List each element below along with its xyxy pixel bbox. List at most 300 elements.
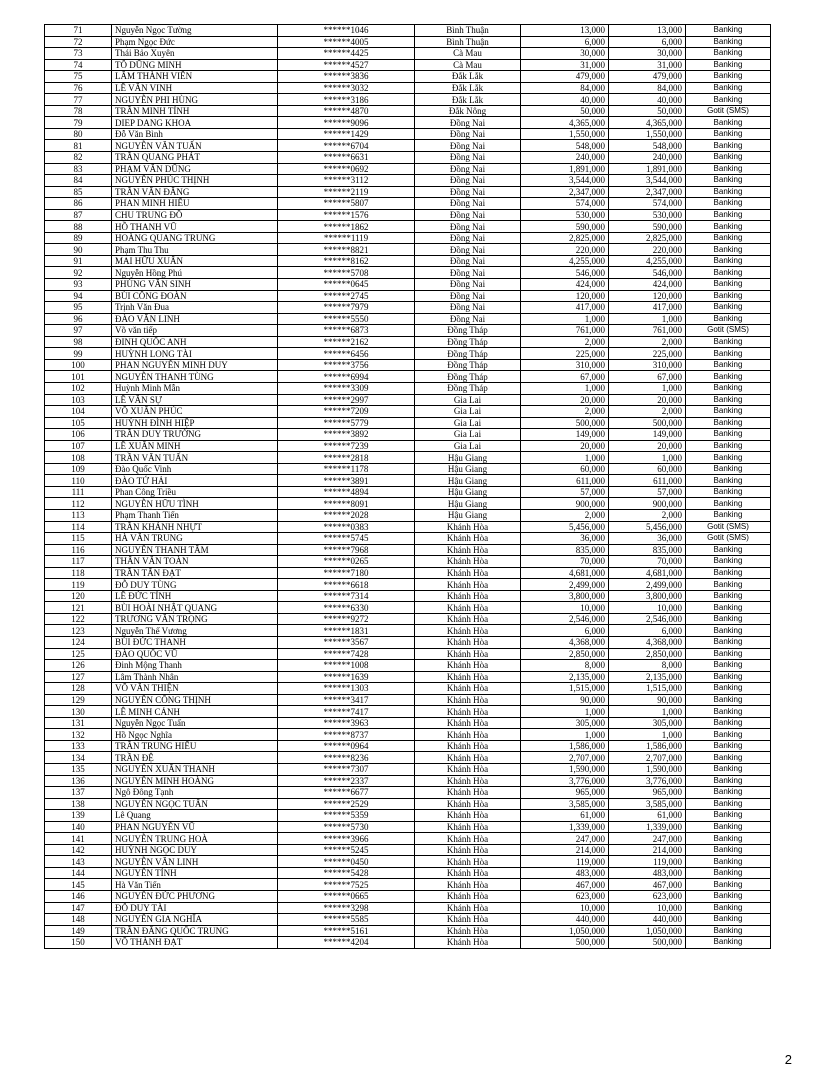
paid-amount-cell: 2,850,000 [609, 648, 686, 660]
payment-channel-cell: Banking [686, 359, 771, 371]
amount-cell: 1,339,000 [521, 821, 609, 833]
row-number-cell: 89 [45, 232, 112, 244]
masked-phone-cell: ******8737 [278, 729, 415, 741]
payment-channel-cell: Banking [686, 117, 771, 129]
masked-phone-cell: ******6873 [278, 325, 415, 337]
masked-phone-cell: ******1576 [278, 209, 415, 221]
row-number-cell: 98 [45, 336, 112, 348]
masked-phone-cell: ******3112 [278, 175, 415, 187]
payment-channel-cell: Gotit (SMS) [686, 521, 771, 533]
table-row [45, 891, 771, 903]
paid-amount-cell: 220,000 [609, 244, 686, 256]
paid-amount-cell: 2,000 [609, 336, 686, 348]
amount-cell: 120,000 [521, 290, 609, 302]
row-number-cell: 115 [45, 533, 112, 545]
province-cell: Khánh Hòa [415, 844, 521, 856]
table-row [45, 521, 771, 533]
paid-amount-cell: 214,000 [609, 844, 686, 856]
province-cell: Đồng Nai [415, 244, 521, 256]
amount-cell: 2,000 [521, 336, 609, 348]
recipient-name-cell: NGUYỄN PHÚC THỊNH [112, 175, 278, 187]
paid-amount-cell: 2,000 [609, 406, 686, 418]
recipient-name-cell: Nguyễn Ngọc Tường [112, 25, 278, 37]
payment-channel-cell: Banking [686, 394, 771, 406]
payment-channel-cell: Banking [686, 475, 771, 487]
masked-phone-cell: ******8821 [278, 244, 415, 256]
paid-amount-cell: 1,050,000 [609, 925, 686, 937]
amount-cell: 1,000 [521, 706, 609, 718]
row-number-cell: 148 [45, 914, 112, 926]
row-number-cell: 119 [45, 579, 112, 591]
table-row [45, 382, 771, 394]
payment-channel-cell: Banking [686, 25, 771, 37]
recipient-name-cell: ĐỖ DUY TÙNG [112, 579, 278, 591]
masked-phone-cell: ******5359 [278, 810, 415, 822]
amount-cell: 483,000 [521, 867, 609, 879]
payment-channel-cell: Banking [686, 59, 771, 71]
amount-cell: 2,499,000 [521, 579, 609, 591]
province-cell: Khánh Hòa [415, 717, 521, 729]
paid-amount-cell: 1,515,000 [609, 683, 686, 695]
row-number-cell: 110 [45, 475, 112, 487]
masked-phone-cell: ******4005 [278, 36, 415, 48]
province-cell: Đồng Tháp [415, 371, 521, 383]
payment-channel-cell: Banking [686, 590, 771, 602]
amount-cell: 500,000 [521, 937, 609, 949]
province-cell: Đồng Tháp [415, 382, 521, 394]
paid-amount-cell: 119,000 [609, 856, 686, 868]
amount-cell: 2,347,000 [521, 186, 609, 198]
province-cell: Hậu Giang [415, 498, 521, 510]
table-row [45, 879, 771, 891]
row-number-cell: 91 [45, 255, 112, 267]
province-cell: Đắk Nông [415, 105, 521, 117]
amount-cell: 10,000 [521, 902, 609, 914]
row-number-cell: 129 [45, 694, 112, 706]
table-row [45, 613, 771, 625]
row-number-cell: 74 [45, 59, 112, 71]
payment-channel-cell: Banking [686, 544, 771, 556]
masked-phone-cell: ******1119 [278, 232, 415, 244]
amount-cell: 225,000 [521, 348, 609, 360]
province-cell: Hậu Giang [415, 452, 521, 464]
amount-cell: 1,000 [521, 729, 609, 741]
recipient-name-cell: HUỲNH ĐÌNH HIỆP [112, 417, 278, 429]
province-cell: Đồng Nai [415, 175, 521, 187]
amount-cell: 31,000 [521, 59, 609, 71]
recipient-name-cell: NGUYỄN PHI HÙNG [112, 94, 278, 106]
table-row [45, 486, 771, 498]
table-row [45, 71, 771, 83]
table-row [45, 475, 771, 487]
table-row [45, 440, 771, 452]
masked-phone-cell: ******4894 [278, 486, 415, 498]
recipient-name-cell: NGUYỄN VĂN LINH [112, 856, 278, 868]
masked-phone-cell: ******7968 [278, 544, 415, 556]
table-row [45, 255, 771, 267]
payment-channel-cell: Banking [686, 579, 771, 591]
province-cell: Đồng Nai [415, 221, 521, 233]
paid-amount-cell: 3,776,000 [609, 775, 686, 787]
row-number-cell: 106 [45, 429, 112, 441]
payment-channel-cell: Banking [686, 498, 771, 510]
province-cell: Đắk Lắk [415, 94, 521, 106]
recipient-name-cell: HÀ VĂN TRUNG [112, 533, 278, 545]
table-row [45, 209, 771, 221]
recipient-name-cell: Phan Công Triều [112, 486, 278, 498]
amount-cell: 1,891,000 [521, 163, 609, 175]
amount-cell: 30,000 [521, 48, 609, 60]
amount-cell: 3,776,000 [521, 775, 609, 787]
payment-channel-cell: Banking [686, 775, 771, 787]
masked-phone-cell: ******6618 [278, 579, 415, 591]
province-cell: Hậu Giang [415, 475, 521, 487]
amount-cell: 70,000 [521, 556, 609, 568]
payment-channel-cell: Gotit (SMS) [686, 325, 771, 337]
amount-cell: 119,000 [521, 856, 609, 868]
payment-channel-cell: Banking [686, 452, 771, 464]
table-row [45, 82, 771, 94]
masked-phone-cell: ******1046 [278, 25, 415, 37]
masked-phone-cell: ******3892 [278, 429, 415, 441]
province-cell: Đồng Nai [415, 128, 521, 140]
province-cell: Khánh Hòa [415, 856, 521, 868]
recipient-name-cell: NGUYỄN GIA NGHĨA [112, 914, 278, 926]
payment-channel-cell: Banking [686, 175, 771, 187]
amount-cell: 2,707,000 [521, 752, 609, 764]
amount-cell: 50,000 [521, 105, 609, 117]
payment-channel-cell: Banking [686, 302, 771, 314]
masked-phone-cell: ******0383 [278, 521, 415, 533]
payment-channel-cell: Banking [686, 198, 771, 210]
table-row [45, 290, 771, 302]
province-cell: Gia Lai [415, 406, 521, 418]
amount-cell: 240,000 [521, 152, 609, 164]
page-number: 2 [784, 1052, 792, 1067]
paid-amount-cell: 13,000 [609, 25, 686, 37]
amount-cell: 10,000 [521, 602, 609, 614]
masked-phone-cell: ******3309 [278, 382, 415, 394]
amount-cell: 4,368,000 [521, 636, 609, 648]
province-cell: Khánh Hòa [415, 821, 521, 833]
row-number-cell: 102 [45, 382, 112, 394]
paid-amount-cell: 2,546,000 [609, 613, 686, 625]
amount-cell: 1,550,000 [521, 128, 609, 140]
masked-phone-cell: ******5585 [278, 914, 415, 926]
masked-phone-cell: ******2162 [278, 336, 415, 348]
province-cell: Khánh Hòa [415, 590, 521, 602]
recipient-name-cell: PHÙNG VĂN SINH [112, 279, 278, 291]
paid-amount-cell: 50,000 [609, 105, 686, 117]
payment-channel-cell: Banking [686, 787, 771, 799]
amount-cell: 3,585,000 [521, 798, 609, 810]
recipient-name-cell: Phạm Thu Thu [112, 244, 278, 256]
row-number-cell: 73 [45, 48, 112, 60]
province-cell: Gia Lai [415, 440, 521, 452]
row-number-cell: 122 [45, 613, 112, 625]
table-row [45, 232, 771, 244]
recipient-name-cell: NGUYỄN VĂN TUẤN [112, 140, 278, 152]
province-cell: Khánh Hòa [415, 648, 521, 660]
province-cell: Khánh Hòa [415, 891, 521, 903]
row-number-cell: 128 [45, 683, 112, 695]
amount-cell: 900,000 [521, 498, 609, 510]
payment-channel-cell: Banking [686, 625, 771, 637]
table-row [45, 914, 771, 926]
province-cell: Đắk Lắk [415, 82, 521, 94]
row-number-cell: 130 [45, 706, 112, 718]
row-number-cell: 142 [45, 844, 112, 856]
row-number-cell: 144 [45, 867, 112, 879]
recipient-name-cell: TRẦN DUY TRƯỜNG [112, 429, 278, 441]
masked-phone-cell: ******7180 [278, 567, 415, 579]
province-cell: Khánh Hòa [415, 567, 521, 579]
amount-cell: 835,000 [521, 544, 609, 556]
amount-cell: 90,000 [521, 694, 609, 706]
table-row [45, 163, 771, 175]
table-row [45, 590, 771, 602]
payment-channel-cell: Gotit (SMS) [686, 533, 771, 545]
payment-channel-cell: Banking [686, 255, 771, 267]
row-number-cell: 143 [45, 856, 112, 868]
recipient-name-cell: Nguyễn Hồng Phú [112, 267, 278, 279]
paid-amount-cell: 483,000 [609, 867, 686, 879]
recipient-name-cell: NGUYỄN MINH HOÀNG [112, 775, 278, 787]
payment-channel-cell: Banking [686, 463, 771, 475]
table-row [45, 25, 771, 37]
paid-amount-cell: 20,000 [609, 394, 686, 406]
payment-channel-cell: Banking [686, 209, 771, 221]
amount-cell: 310,000 [521, 359, 609, 371]
masked-phone-cell: ******0665 [278, 891, 415, 903]
table-row [45, 844, 771, 856]
paid-amount-cell: 30,000 [609, 48, 686, 60]
paid-amount-cell: 5,456,000 [609, 521, 686, 533]
province-cell: Hậu Giang [415, 463, 521, 475]
masked-phone-cell: ******1008 [278, 660, 415, 672]
amount-cell: 424,000 [521, 279, 609, 291]
recipient-name-cell: Đỗ Văn Bình [112, 128, 278, 140]
masked-phone-cell: ******5708 [278, 267, 415, 279]
row-number-cell: 138 [45, 798, 112, 810]
payment-channel-cell: Banking [686, 602, 771, 614]
recipient-name-cell: NGUYỄN TÍNH [112, 867, 278, 879]
table-row [45, 279, 771, 291]
paid-amount-cell: 546,000 [609, 267, 686, 279]
payment-channel-cell: Banking [686, 914, 771, 926]
row-number-cell: 79 [45, 117, 112, 129]
province-cell: Bình Thuận [415, 36, 521, 48]
province-cell: Khánh Hòa [415, 925, 521, 937]
masked-phone-cell: ******1639 [278, 671, 415, 683]
masked-phone-cell: ******6677 [278, 787, 415, 799]
province-cell: Khánh Hòa [415, 787, 521, 799]
table-row [45, 498, 771, 510]
paid-amount-cell: 90,000 [609, 694, 686, 706]
masked-phone-cell: ******4204 [278, 937, 415, 949]
recipient-name-cell: HOÀNG QUANG TRUNG [112, 232, 278, 244]
row-number-cell: 81 [45, 140, 112, 152]
payment-channel-cell: Banking [686, 879, 771, 891]
recipient-name-cell: TRƯƠNG VĂN TRỌNG [112, 613, 278, 625]
table-row [45, 140, 771, 152]
table-row [45, 313, 771, 325]
masked-phone-cell: ******7417 [278, 706, 415, 718]
paid-amount-cell: 2,000 [609, 509, 686, 521]
table-row [45, 740, 771, 752]
payment-channel-cell: Banking [686, 152, 771, 164]
row-number-cell: 140 [45, 821, 112, 833]
recipient-name-cell: LÂM THÀNH VIÊN [112, 71, 278, 83]
table-row [45, 544, 771, 556]
province-cell: Đồng Nai [415, 198, 521, 210]
paid-amount-cell: 4,681,000 [609, 567, 686, 579]
row-number-cell: 127 [45, 671, 112, 683]
paid-amount-cell: 20,000 [609, 440, 686, 452]
payment-channel-cell: Banking [686, 925, 771, 937]
province-cell: Đồng Nai [415, 163, 521, 175]
province-cell: Khánh Hòa [415, 879, 521, 891]
province-cell: Đồng Tháp [415, 359, 521, 371]
payment-channel-cell: Banking [686, 567, 771, 579]
masked-phone-cell: ******2818 [278, 452, 415, 464]
paid-amount-cell: 835,000 [609, 544, 686, 556]
table-row [45, 94, 771, 106]
recipient-name-cell: TRẦN TẤN ĐẠT [112, 567, 278, 579]
paid-amount-cell: 247,000 [609, 833, 686, 845]
paid-amount-cell: 623,000 [609, 891, 686, 903]
paid-amount-cell: 2,135,000 [609, 671, 686, 683]
payment-channel-cell: Banking [686, 844, 771, 856]
masked-phone-cell: ******2119 [278, 186, 415, 198]
payment-channel-cell: Banking [686, 440, 771, 452]
amount-cell: 1,515,000 [521, 683, 609, 695]
table-row [45, 429, 771, 441]
masked-phone-cell: ******3567 [278, 636, 415, 648]
paid-amount-cell: 1,590,000 [609, 764, 686, 776]
province-cell: Khánh Hòa [415, 833, 521, 845]
payment-channel-cell: Banking [686, 729, 771, 741]
province-cell: Khánh Hòa [415, 671, 521, 683]
table-body [45, 25, 771, 949]
recipient-name-cell: Nguyễn Thế Vương [112, 625, 278, 637]
table-row [45, 810, 771, 822]
paid-amount-cell: 57,000 [609, 486, 686, 498]
paid-amount-cell: 3,800,000 [609, 590, 686, 602]
paid-amount-cell: 530,000 [609, 209, 686, 221]
amount-cell: 1,050,000 [521, 925, 609, 937]
paid-amount-cell: 2,707,000 [609, 752, 686, 764]
payment-channel-cell: Banking [686, 406, 771, 418]
table-row [45, 902, 771, 914]
province-cell: Khánh Hòa [415, 937, 521, 949]
masked-phone-cell: ******2337 [278, 775, 415, 787]
payment-channel-cell: Banking [686, 706, 771, 718]
province-cell: Khánh Hòa [415, 544, 521, 556]
amount-cell: 761,000 [521, 325, 609, 337]
table-row [45, 348, 771, 360]
row-number-cell: 133 [45, 740, 112, 752]
payment-channel-cell: Banking [686, 267, 771, 279]
province-cell: Bình Thuận [415, 25, 521, 37]
recipient-name-cell: Đinh Mộng Thanh [112, 660, 278, 672]
table-row [45, 625, 771, 637]
amount-cell: 546,000 [521, 267, 609, 279]
province-cell: Đồng Nai [415, 140, 521, 152]
paid-amount-cell: 1,339,000 [609, 821, 686, 833]
province-cell: Khánh Hòa [415, 683, 521, 695]
payment-channel-cell: Banking [686, 82, 771, 94]
province-cell: Đồng Nai [415, 290, 521, 302]
province-cell: Khánh Hòa [415, 810, 521, 822]
recipient-name-cell: CHU TRUNG ĐỒ [112, 209, 278, 221]
recipient-name-cell: TRẦN ĐỆ [112, 752, 278, 764]
paid-amount-cell: 225,000 [609, 348, 686, 360]
table-row [45, 198, 771, 210]
payment-channel-cell: Banking [686, 867, 771, 879]
row-number-cell: 88 [45, 221, 112, 233]
recipient-name-cell: MAI HỮU XUÂN [112, 255, 278, 267]
paid-amount-cell: 2,347,000 [609, 186, 686, 198]
amount-cell: 84,000 [521, 82, 609, 94]
recipient-name-cell: NGUYỄN CÔNG THỊNH [112, 694, 278, 706]
row-number-cell: 112 [45, 498, 112, 510]
paid-amount-cell: 36,000 [609, 533, 686, 545]
row-number-cell: 77 [45, 94, 112, 106]
paid-amount-cell: 900,000 [609, 498, 686, 510]
table-row [45, 833, 771, 845]
paid-amount-cell: 10,000 [609, 902, 686, 914]
amount-cell: 61,000 [521, 810, 609, 822]
province-cell: Khánh Hòa [415, 521, 521, 533]
paid-amount-cell: 8,000 [609, 660, 686, 672]
row-number-cell: 117 [45, 556, 112, 568]
masked-phone-cell: ******3417 [278, 694, 415, 706]
recipient-name-cell: VÕ XUÂN PHÚC [112, 406, 278, 418]
paid-amount-cell: 120,000 [609, 290, 686, 302]
amount-cell: 2,000 [521, 406, 609, 418]
payment-channel-cell: Banking [686, 371, 771, 383]
row-number-cell: 137 [45, 787, 112, 799]
masked-phone-cell: ******7428 [278, 648, 415, 660]
paid-amount-cell: 67,000 [609, 371, 686, 383]
payment-channel-cell: Banking [686, 810, 771, 822]
recipient-name-cell: PHẠM VĂN DŨNG [112, 163, 278, 175]
row-number-cell: 120 [45, 590, 112, 602]
province-cell: Đồng Nai [415, 232, 521, 244]
province-cell: Khánh Hòa [415, 740, 521, 752]
province-cell: Khánh Hòa [415, 613, 521, 625]
recipient-name-cell: TRẦN VĂN TUẤN [112, 452, 278, 464]
row-number-cell: 85 [45, 186, 112, 198]
table-row [45, 694, 771, 706]
province-cell: Đồng Nai [415, 186, 521, 198]
amount-cell: 1,000 [521, 382, 609, 394]
paid-amount-cell: 70,000 [609, 556, 686, 568]
recipient-name-cell: NGUYỄN ĐỨC PHƯƠNG [112, 891, 278, 903]
masked-phone-cell: ******8162 [278, 255, 415, 267]
masked-phone-cell: ******3966 [278, 833, 415, 845]
paid-amount-cell: 479,000 [609, 71, 686, 83]
recipient-name-cell: Phạm Thanh Tiến [112, 509, 278, 521]
paid-amount-cell: 6,000 [609, 36, 686, 48]
paid-amount-cell: 2,499,000 [609, 579, 686, 591]
payment-channel-cell: Banking [686, 683, 771, 695]
row-number-cell: 95 [45, 302, 112, 314]
table-row [45, 533, 771, 545]
row-number-cell: 121 [45, 602, 112, 614]
recipient-name-cell: ĐÀO QUỐC VŨ [112, 648, 278, 660]
